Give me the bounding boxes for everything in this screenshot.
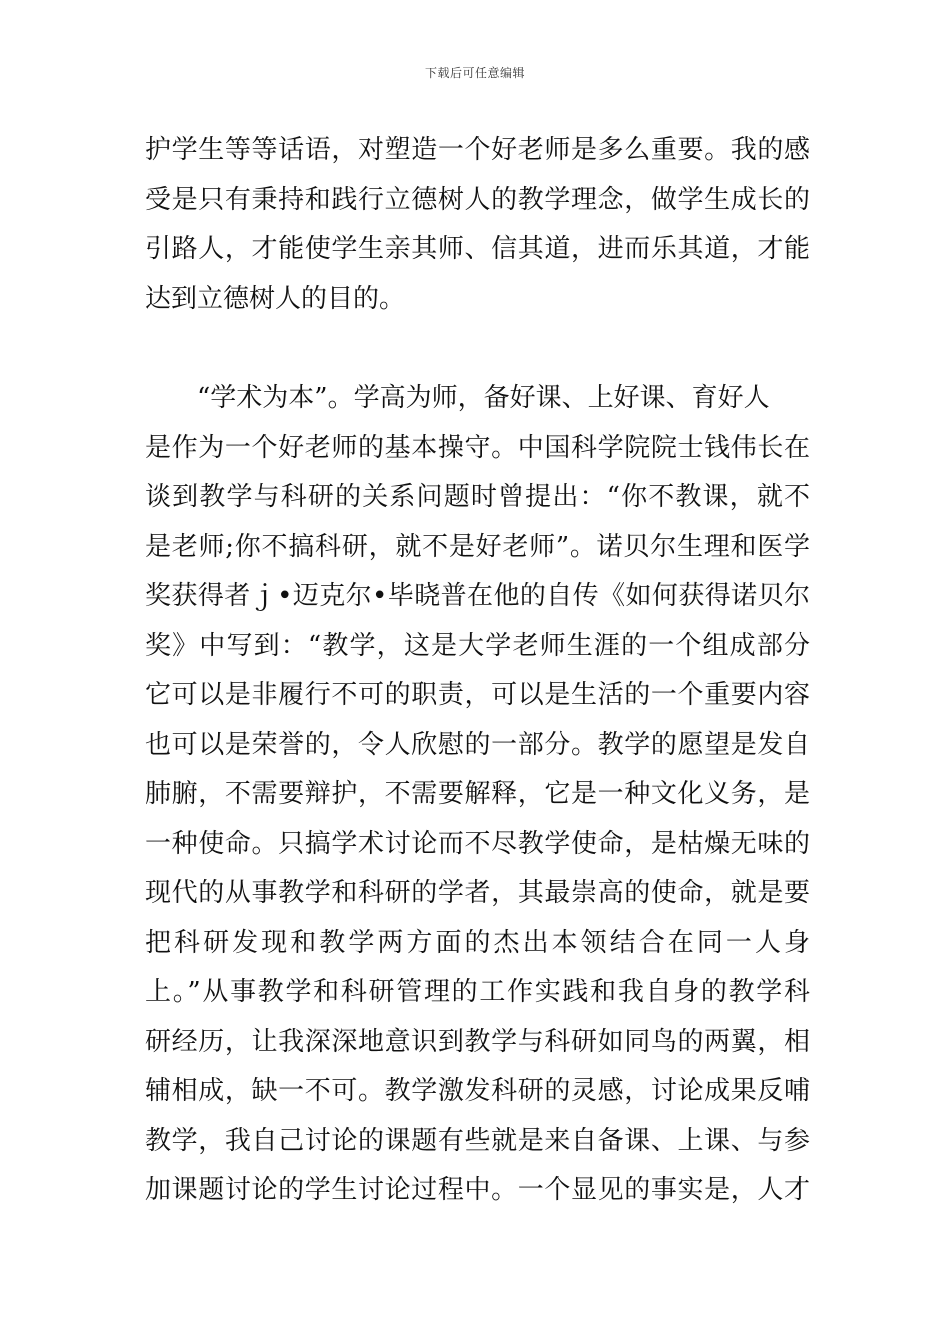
text-line: 辅相成，缺一不可。教学激发科研的灵感，讨论成果反哺 <box>145 1076 810 1106</box>
text-line: 奖》中写到：“教学，这是大学老师生涯的一个组成部分 <box>145 630 810 661</box>
paragraph-2 <box>145 374 810 1216</box>
text-line: 是作为一个好老师的基本操守。中国科学院院士钱伟长在 <box>145 432 810 463</box>
text-line: 把科研发现和教学两方面的杰出本领结合在同一人身 <box>145 927 810 958</box>
text-line: 达到立德树人的目的。 <box>145 283 406 314</box>
text-line: 现代的从事教学和科研的学者，其最崇高的使命，就是要 <box>145 878 810 908</box>
text-line: 受是只有秉持和践行立德树人的教学理念，做学生成长的 <box>145 184 810 215</box>
text-line: “学术为本”。学高为师，备好课、上好课、育好人 <box>197 383 770 413</box>
paragraph-1 <box>145 126 810 324</box>
text-line: 加课题讨论的学生讨论过程中。一个显见的事实是，人才 <box>145 1175 810 1205</box>
text-line: 研经历，让我深深地意识到教学与科研如同鸟的两翼，相 <box>145 1026 810 1057</box>
text-line: 引路人，才能使学生亲其师、信其道，进而乐其道，才能 <box>145 234 810 264</box>
text-line: 护学生等等话语，对塑造一个好老师是多么重要。我的感 <box>145 135 810 165</box>
text-line: 一种使命。只搞学术讨论而不尽教学使命，是枯燥无味的 <box>145 828 810 859</box>
text-line: 它可以是非履行不可的职责，可以是生活的一个重要内容 <box>145 680 810 710</box>
text-line: 奖获得者ｊ•迈克尔•毕晓普在他的自传《如何获得诺贝尔 <box>145 581 810 611</box>
text-line: 是老师;你不搞科研，就不是好老师”。诺贝尔生理和医学 <box>145 531 810 562</box>
text-line: 教学，我自己讨论的课题有些就是来自备课、上课、与参 <box>145 1125 810 1156</box>
text-line: 也可以是荣誉的，令人欣慰的一部分。教学的愿望是发自 <box>145 729 810 760</box>
page-header: 下载后可任意编辑 <box>424 66 525 80</box>
text-line: 肺腑，不需要辩护，不需要解释，它是一种文化义务，是 <box>145 779 810 809</box>
text-line: 上。”从事教学和科研管理的工作实践和我自身的教学科 <box>145 977 810 1007</box>
text-line: 谈到教学与科研的关系问题时曾提出：“你不教课，就不 <box>145 482 810 512</box>
